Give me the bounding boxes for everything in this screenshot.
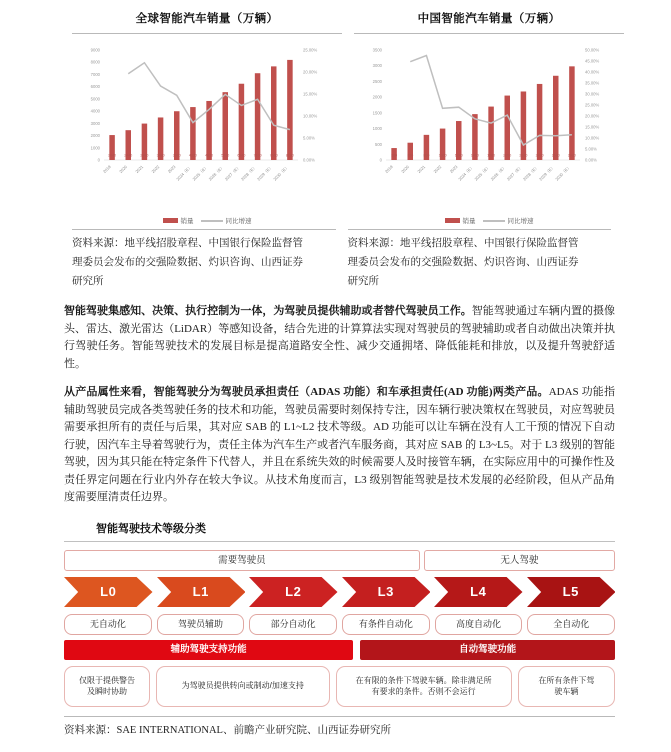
svg-text:2020: 2020 <box>400 164 410 175</box>
source-line: 研究所 <box>347 276 379 287</box>
svg-text:2023: 2023 <box>448 164 459 175</box>
svg-text:0.00%: 0.00% <box>585 157 597 163</box>
chart-source-global <box>72 229 336 293</box>
paragraph-2 <box>64 384 615 507</box>
chart-source-china <box>348 229 612 293</box>
svg-text:2026（E）: 2026（E） <box>489 164 507 182</box>
source-line: 理委员会发布的交强险数据、灼识咨询、山西证券 <box>72 257 303 268</box>
svg-text:2025（E）: 2025（E） <box>191 164 209 182</box>
level-arrow-label: L3 <box>377 583 394 599</box>
svg-text:3480: 3480 <box>156 153 165 158</box>
chart-title-china: 中国智能汽车销量（万辆） <box>417 13 561 25</box>
svg-text:45.00%: 45.00% <box>585 58 600 64</box>
svg-text:10.00%: 10.00% <box>585 135 600 141</box>
chart-plot-china <box>354 40 624 215</box>
svg-text:5550: 5550 <box>221 153 230 158</box>
svg-text:2440: 2440 <box>124 153 133 158</box>
svg-text:50.00%: 50.00% <box>585 47 600 53</box>
description-l5: 在所有条件下驾 驶车辆 <box>518 666 615 707</box>
svg-text:3500: 3500 <box>372 47 382 53</box>
svg-text:2028（E）: 2028（E） <box>521 164 540 182</box>
legend-label-growth: 同比增速 <box>225 218 252 225</box>
svg-text:550: 550 <box>407 153 414 158</box>
function-bar-ad: 自动驾驶功能 <box>360 640 615 660</box>
level-arrow-l0 <box>64 575 153 609</box>
svg-text:5000: 5000 <box>90 96 100 102</box>
exhibit-source <box>64 716 615 738</box>
svg-text:2180: 2180 <box>519 153 528 158</box>
body-text <box>0 293 671 507</box>
svg-text:35.00%: 35.00% <box>585 80 600 86</box>
svg-text:4000: 4000 <box>90 108 100 114</box>
paragraph-1-lead: 智能驾驶集感知、决策、执行控制为一体，为驾驶员提供辅助或者替代驾驶员工作。 <box>64 305 472 317</box>
exhibit-title: 智能驾驶技术等级分类 <box>96 522 206 535</box>
chart-title-global: 全球智能汽车销量（万辆） <box>135 13 279 25</box>
svg-text:2420: 2420 <box>535 153 544 158</box>
svg-text:380: 380 <box>391 153 398 158</box>
level-arrow-label: L0 <box>100 583 117 599</box>
band-driverless: 无人驾驶 <box>424 550 615 571</box>
level-arrow-l4 <box>434 575 523 609</box>
svg-text:7100: 7100 <box>253 153 262 158</box>
legend-swatch-bar-icon <box>163 218 178 223</box>
svg-text:2022: 2022 <box>432 164 443 175</box>
svg-text:2024（E）: 2024（E） <box>457 164 475 182</box>
chart-china <box>354 4 624 225</box>
svg-text:20.00%: 20.00% <box>303 69 318 75</box>
svg-text:15.00%: 15.00% <box>303 91 318 97</box>
chart-svg-china <box>354 40 624 215</box>
chart-legend-china <box>354 216 624 225</box>
svg-text:1000: 1000 <box>438 153 447 158</box>
automation-label-l0: 无自动化 <box>64 614 152 635</box>
svg-text:6000: 6000 <box>90 84 100 90</box>
source-line: 理委员会发布的交强险数据、灼识咨询、山西证券 <box>347 257 579 268</box>
description-row <box>64 666 615 707</box>
level-arrow-label: L5 <box>562 583 579 599</box>
svg-text:2021: 2021 <box>134 164 145 175</box>
exhibit-source-text: 资料来源：SAE INTERNATIONAL、前瞻产业研究院、山西证券研究所 <box>64 724 391 736</box>
paragraph-2-lead: 从产品属性来看，智能驾驶分为驾驶员承担责任（ADAS 功能）和车承担责任(AD 功能)两类产品。 <box>64 386 549 398</box>
chart-global <box>72 4 342 225</box>
svg-text:8000: 8000 <box>90 59 100 65</box>
legend-item-growth <box>483 216 534 225</box>
automation-label-l2: 部分自动化 <box>249 614 337 635</box>
svg-text:5.00%: 5.00% <box>585 146 597 152</box>
svg-text:30.00%: 30.00% <box>585 91 600 97</box>
level-arrow-l2 <box>249 575 338 609</box>
svg-text:15.00%: 15.00% <box>585 124 600 130</box>
svg-text:4330: 4330 <box>188 153 197 158</box>
exhibit-divider <box>64 541 615 542</box>
chart-plot-global <box>72 40 342 215</box>
legend-swatch-line-icon <box>201 220 223 222</box>
svg-text:2021: 2021 <box>416 164 427 175</box>
automation-label-l1: 驾驶员辅助 <box>157 614 245 635</box>
svg-text:2019: 2019 <box>101 164 112 175</box>
level-arrow-label: L2 <box>285 583 302 599</box>
level-arrow-l3 <box>342 575 431 609</box>
function-bars-row <box>64 640 615 660</box>
svg-text:2029（E）: 2029（E） <box>538 164 556 182</box>
svg-text:20.00%: 20.00% <box>585 113 600 119</box>
svg-text:7000: 7000 <box>90 71 100 77</box>
band-row <box>64 550 615 571</box>
legend-item-growth <box>201 216 252 225</box>
svg-text:3000: 3000 <box>372 63 382 69</box>
diagram <box>64 550 615 707</box>
svg-text:2680: 2680 <box>551 153 560 158</box>
charts-row <box>0 0 671 225</box>
automation-label-l4: 高度自动化 <box>435 614 523 635</box>
svg-text:9000: 9000 <box>90 47 100 53</box>
svg-text:2980: 2980 <box>567 153 576 158</box>
legend-item-sales <box>163 216 194 225</box>
svg-text:800: 800 <box>423 153 430 158</box>
svg-text:2050: 2050 <box>503 153 512 158</box>
chart-title-divider <box>354 33 624 34</box>
paragraph-2-rest: ADAS 功能指辅助驾驶员完成各类驾驶任务的技术和功能，驾驶员需要时刻保持专注，因车辆行驶决策权在驾驶员，对应驾驶员需要承担所有的责任与后果，其对应 SAB 的 L1~L2 技术等级。AD 功能可以让车辆在没有人工干预的情况下自动行驶，因汽车主导着驾驶行为，责任主体为汽车生产或者汽车服务商，其对应 SAB 的 L3~L5。对于 L3 级别的智能驾驶，因为其只能在特定条件下代替人，并且在系统失效的时候需要人及时接管车辆，在实际应用中的可操作性及责任界定问题在行业内外存在较大争议。从技术角度而言，L3 级别智能驾驶是技术发展的必经阶段，但从产品角度需要厘清责任边界。 <box>64 386 615 503</box>
svg-text:5.00%: 5.00% <box>303 135 315 141</box>
svg-text:1460: 1460 <box>470 153 479 158</box>
paragraph-1 <box>64 303 615 373</box>
legend-item-sales <box>445 216 476 225</box>
function-bar-adas: 辅助驾驶支持功能 <box>64 640 353 660</box>
svg-text:2000: 2000 <box>372 94 382 100</box>
svg-text:2040: 2040 <box>108 153 117 158</box>
legend-label-growth: 同比增速 <box>507 218 534 225</box>
svg-text:2024（E）: 2024（E） <box>175 164 193 182</box>
level-arrow-l5 <box>527 575 616 609</box>
svg-text:2028（E）: 2028（E） <box>239 164 258 182</box>
svg-text:1000: 1000 <box>372 126 382 132</box>
svg-text:2030（E）: 2030（E） <box>554 164 572 182</box>
svg-text:2000: 2000 <box>90 133 100 139</box>
automation-labels-row <box>64 614 615 635</box>
description-l3-l4: 在有限的条件下驾驶车辆。除非满足所 有要求的条件。否则不会运行 <box>336 666 512 707</box>
legend-label-sales: 销量 <box>180 218 194 225</box>
svg-text:2029（E）: 2029（E） <box>256 164 274 182</box>
source-line: 资料来源：地平线招股章程、中国银行保险监督管 <box>347 238 579 249</box>
svg-text:2023: 2023 <box>166 164 177 175</box>
automation-label-l5: 全自动化 <box>527 614 615 635</box>
band-needs-driver: 需要驾驶员 <box>64 550 420 571</box>
svg-text:0: 0 <box>379 157 382 163</box>
svg-text:2019: 2019 <box>383 164 394 175</box>
source-line: 研究所 <box>72 276 104 287</box>
svg-text:2030（E）: 2030（E） <box>272 164 290 182</box>
svg-text:8190: 8190 <box>285 153 294 158</box>
svg-text:4830: 4830 <box>205 153 214 158</box>
chart-sources-row <box>0 225 671 293</box>
chart-legend-global <box>72 216 342 225</box>
svg-text:40.00%: 40.00% <box>585 69 600 75</box>
level-arrow-l1 <box>157 575 246 609</box>
level-arrows-row <box>64 575 615 609</box>
chart-svg-global <box>72 40 342 215</box>
svg-text:500: 500 <box>375 141 382 147</box>
svg-text:2022: 2022 <box>150 164 161 175</box>
svg-text:2027（E）: 2027（E） <box>505 164 524 182</box>
exhibit-autonomy-levels <box>64 518 615 707</box>
svg-text:0: 0 <box>97 157 100 163</box>
svg-text:25.00%: 25.00% <box>303 47 318 53</box>
svg-text:1700: 1700 <box>487 153 496 158</box>
level-arrow-label: L4 <box>470 583 487 599</box>
legend-swatch-line-icon <box>483 220 505 222</box>
svg-text:0.00%: 0.00% <box>303 157 315 163</box>
legend-label-sales: 销量 <box>462 218 476 225</box>
svg-text:1240: 1240 <box>454 153 463 158</box>
svg-text:2980: 2980 <box>140 153 149 158</box>
svg-text:6240: 6240 <box>237 153 246 158</box>
automation-label-l3: 有条件自动化 <box>342 614 430 635</box>
svg-text:2027（E）: 2027（E） <box>223 164 242 182</box>
chart-title-divider <box>72 33 342 34</box>
svg-text:3000: 3000 <box>90 120 100 126</box>
description-l0: 仅限于提供警告 及瞬时协助 <box>64 666 150 707</box>
source-line: 资料来源：地平线招股章程、中国银行保险监督管 <box>72 238 303 249</box>
svg-text:10.00%: 10.00% <box>303 113 318 119</box>
svg-text:2025（E）: 2025（E） <box>473 164 491 182</box>
svg-text:2500: 2500 <box>372 78 382 84</box>
legend-swatch-bar-icon <box>445 218 460 223</box>
svg-text:1500: 1500 <box>372 110 382 116</box>
svg-text:3990: 3990 <box>172 153 181 158</box>
paragraph-1-rest: 智能驾驶通过车辆内置的摄像头、雷达、激光雷达（LiDAR）等感知设备，结合先进的计算算法实现对驾驶员的驾驶辅助或者自动做出决策并执行驾驶任务。智能驾驶技术的发展目标是提高道路安全性、减少交通拥堵、降低能耗和排放，以及提升驾驶舒适性。 <box>64 305 616 370</box>
level-arrow-label: L1 <box>192 583 209 599</box>
svg-text:7660: 7660 <box>269 153 278 158</box>
svg-text:1000: 1000 <box>90 145 100 151</box>
svg-text:2026（E）: 2026（E） <box>207 164 225 182</box>
svg-text:25.00%: 25.00% <box>585 102 600 108</box>
description-l1-l2: 为驾驶员提供转向或制动/加速支持 <box>156 666 330 707</box>
svg-text:2020: 2020 <box>118 164 128 175</box>
